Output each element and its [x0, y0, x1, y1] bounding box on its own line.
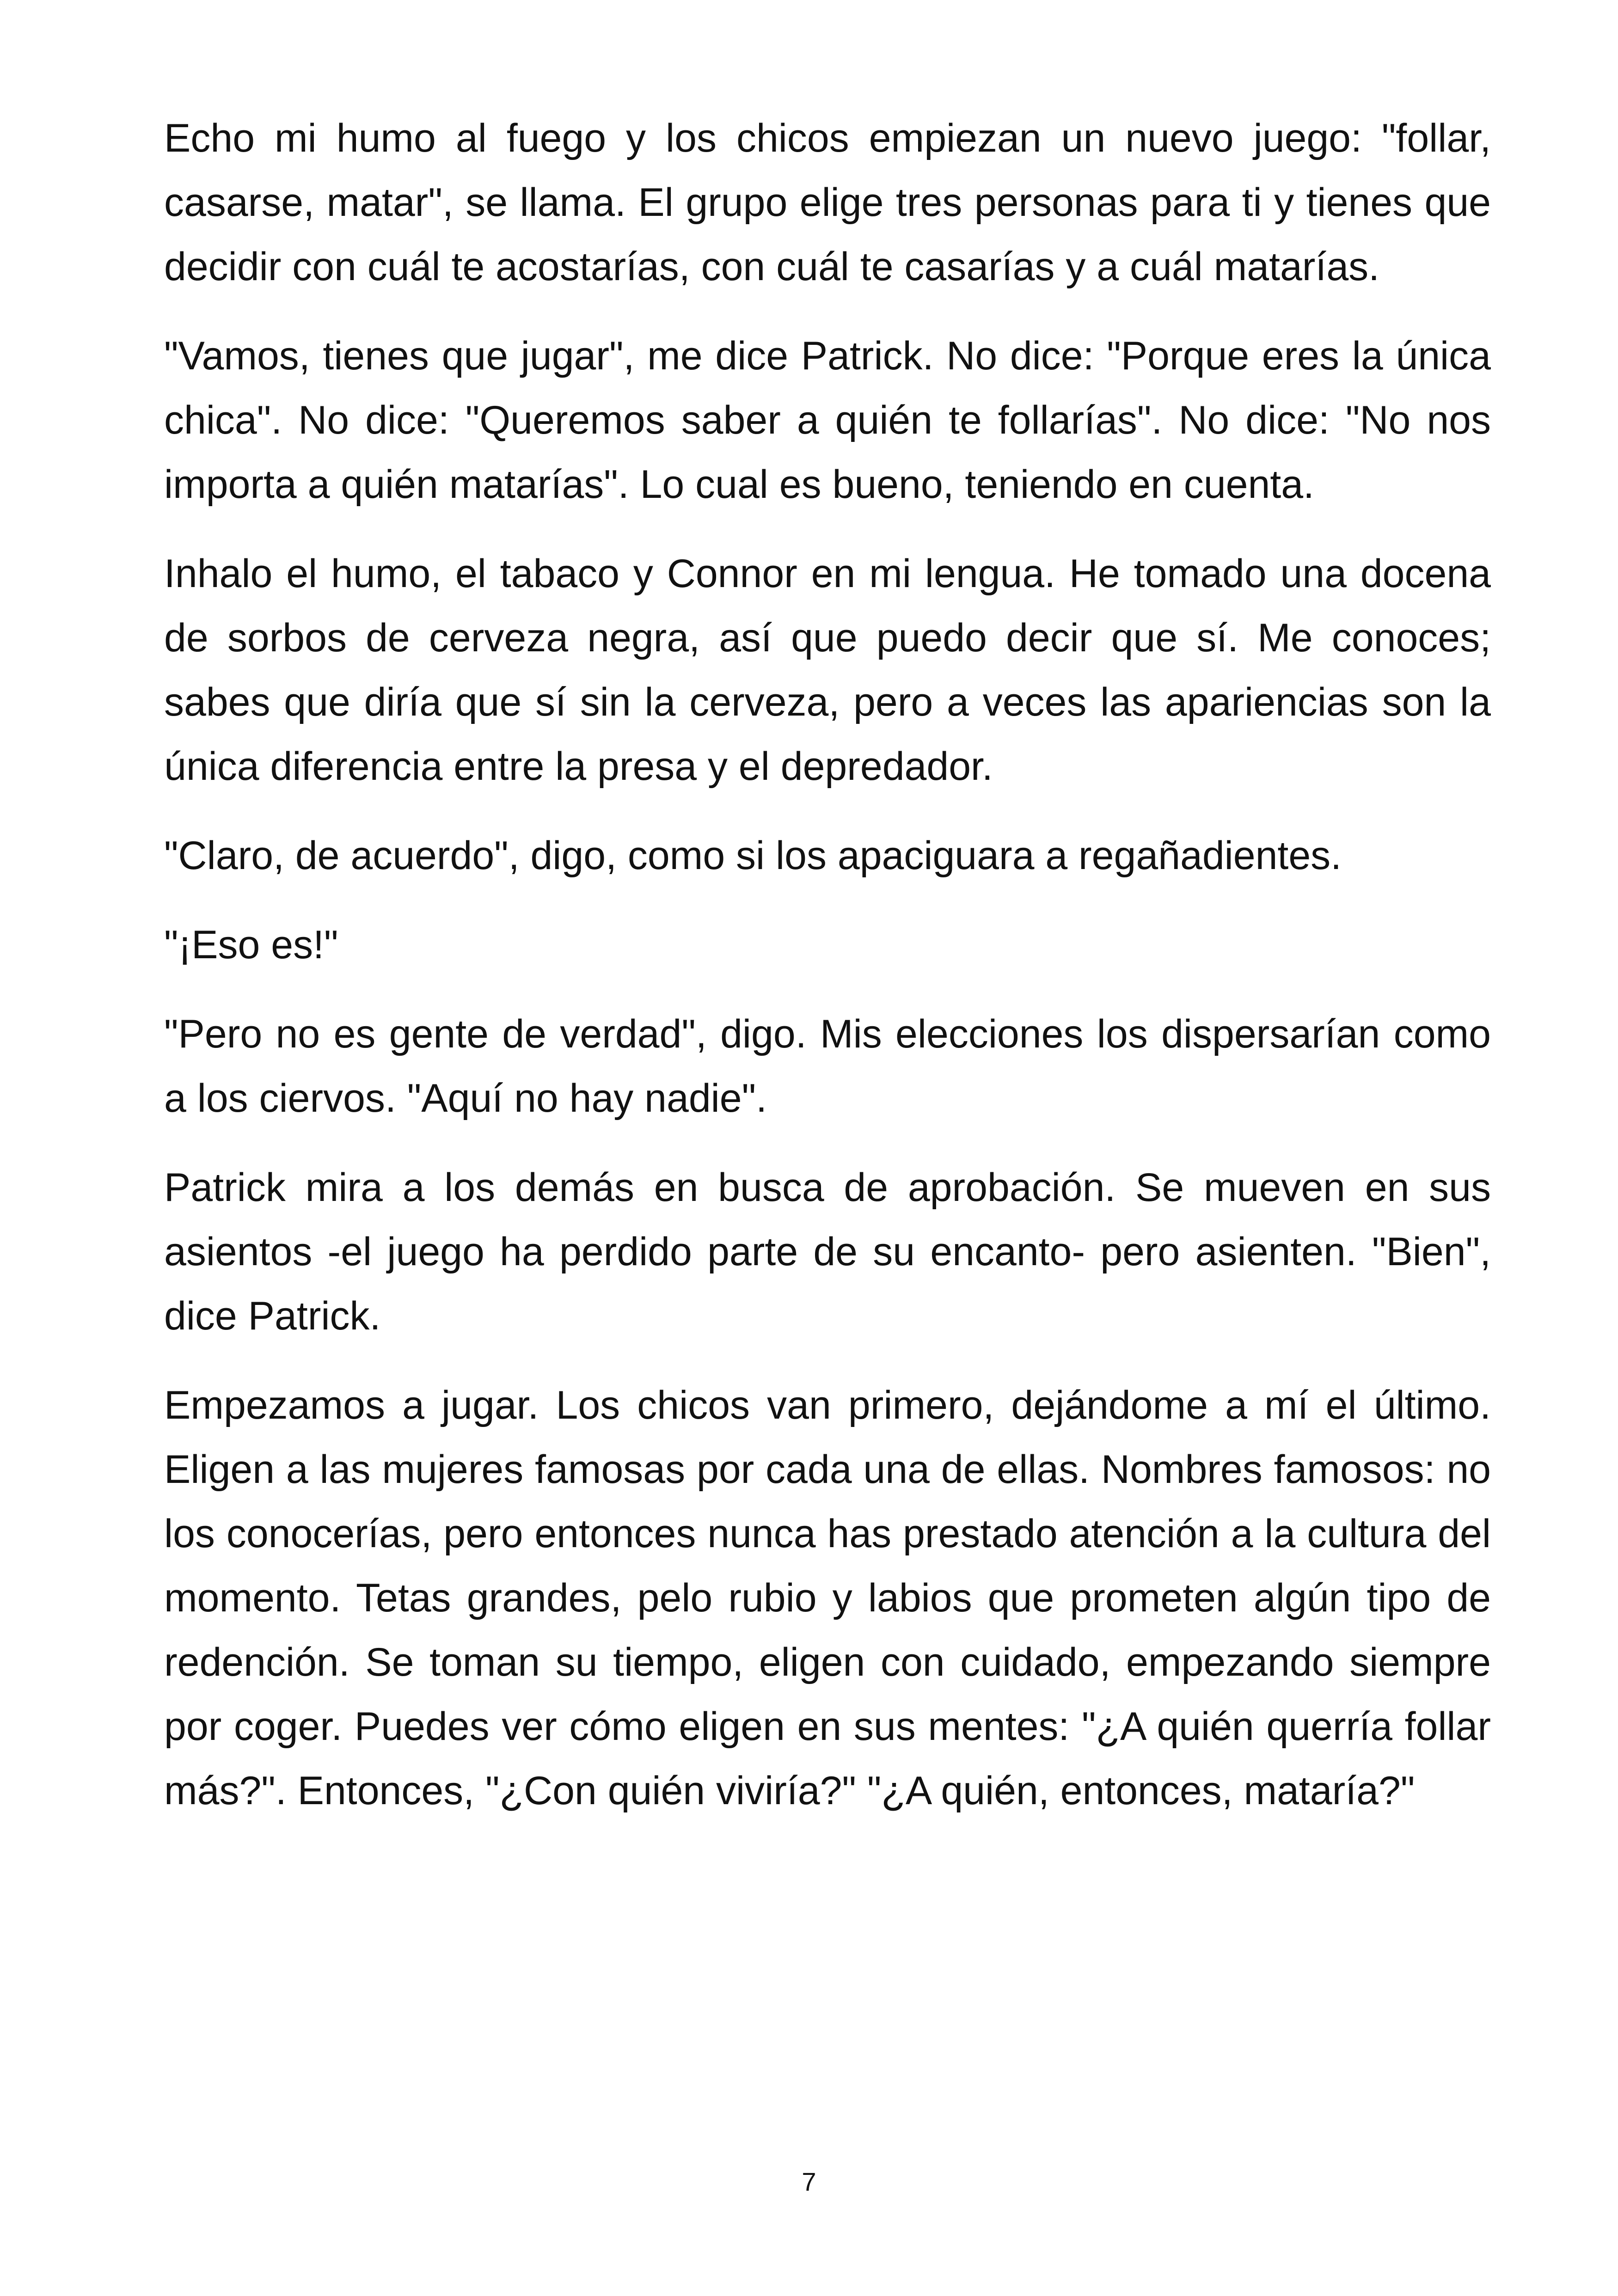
paragraph-4: "Claro, de acuerdo", digo, como si los apaciguara a regañadientes.	[164, 833, 1342, 878]
paragraph-3: Inhalo el humo, el tabaco y Connor en mi lengua. He tomado una docena de sorbos de cerveza negra, así que puedo decir que sí. Me conoces; sabes que diría que sí sin la cerveza, pero a veces las apariencias son la única diferencia entre la presa y el depredador.	[164, 551, 1491, 789]
paragraph-7: Patrick mira a los demás en busca de aprobación. Se mueven en sus asientos -el juego ha perdido parte de su encanto- pero asienten. "Bien", dice Patrick.	[164, 1165, 1491, 1338]
paragraph-2: "Vamos, tienes que jugar", me dice Patrick. No dice: "Porque eres la única chica". No dice: "Queremos saber a quién te follarías". No dice: "No nos importa a quién matarías". Lo cual es bueno, teniendo en cuenta.	[164, 334, 1491, 507]
page-number: 7	[802, 2167, 816, 2196]
body-text	[164, 106, 1491, 1848]
paragraph-5: "¡Eso es!"	[164, 923, 338, 967]
paragraph-6: "Pero no es gente de verdad", digo. Mis elecciones los dispersarían como a los ciervos. "Aquí no hay nadie".	[164, 1012, 1491, 1120]
paragraph-8: Empezamos a jugar. Los chicos van primero, dejándome a mí el último. Eligen a las mujeres famosas por cada una de ellas. Nombres famosos: no los conocerías, pero entonces nunca has prestado atención a la cultura del momento. Tetas grandes, pelo rubio y labios que prometen algún tipo de redención. Se toman su tiempo, eligen con cuidado, empezando siempre por coger. Puedes ver cómo eligen en sus mentes: "¿A quién querría follar más?". Entonces, "¿Con quién viviría?" "¿A quién, entonces, mataría?"	[164, 1383, 1491, 1813]
paragraph-1: Echo mi humo al fuego y los chicos empiezan un nuevo juego: "follar, casarse, matar", se llama. El grupo elige tres personas para ti y tienes que decidir con cuál te acostarías, con cuál te casarías y a cuál matarías.	[164, 116, 1491, 289]
